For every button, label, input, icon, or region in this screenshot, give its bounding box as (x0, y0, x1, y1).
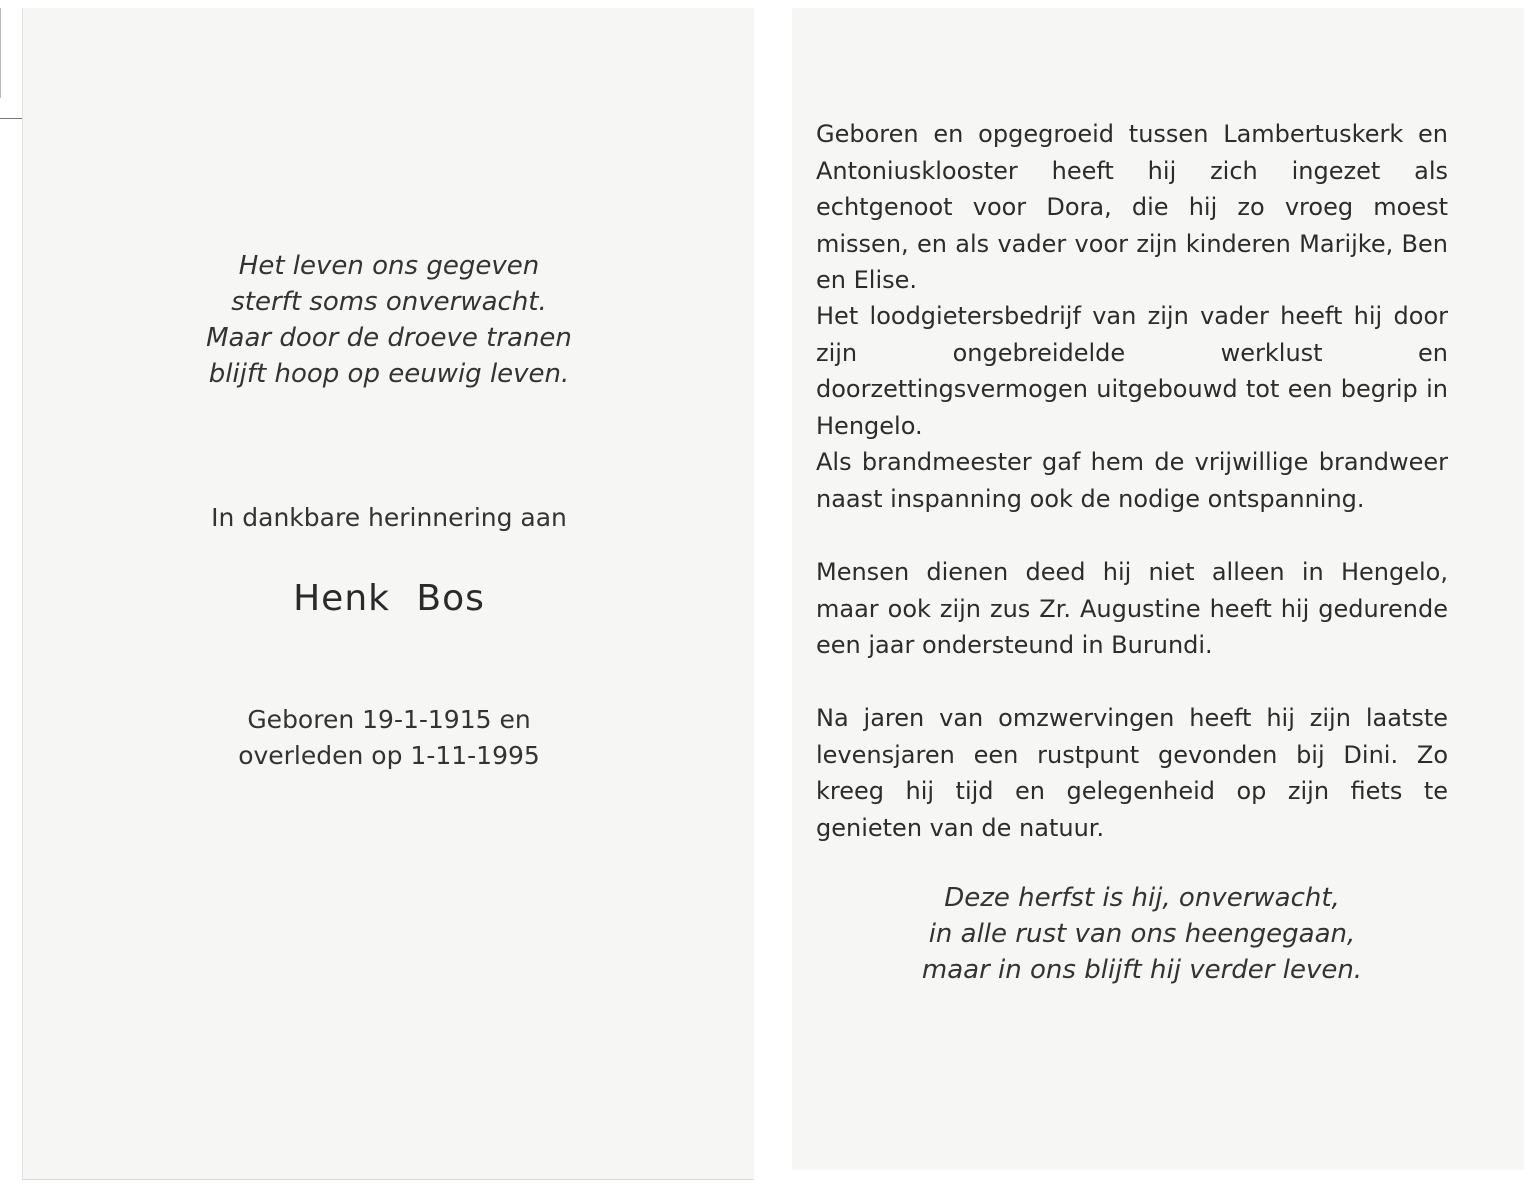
crop-mark (0, 8, 1, 98)
memorial-card-back (792, 8, 1524, 1170)
birth-date-line: Geboren 19-1-1915 en (247, 705, 531, 734)
biography-paragraph: Als brandmeester gaf hem de vrijwillige brandweer naast inspanning ook de nodige ontspanning. (816, 448, 1448, 513)
life-dates (23, 702, 755, 774)
biography-paragraph: Mensen dienen deed hij niet alleen in Hengelo, maar ook zijn zus Zr. Augustine heeft hij gedurende een jaar ondersteund in Burundi. (816, 558, 1448, 659)
poem-line: Het leven ons gegeven (238, 251, 540, 281)
poem-line: in alle rust van ons heengegaan, (928, 919, 1356, 949)
deceased-name: Henk Bos (293, 578, 485, 619)
biography-paragraph: Het loodgietersbedrijf van zijn vader heeft hij door zijn ongebreidelde werklust en doorzettingsvermogen uitgebouwd tot een begrip in Hengelo. (816, 302, 1448, 440)
poem-line: blijft hoop op eeuwig leven. (208, 359, 570, 389)
poem-line: Maar door de droeve tranen (206, 323, 572, 353)
poem-line: Deze herfst is hij, onverwacht, (944, 883, 1340, 913)
poem-line: sterft soms onverwacht. (231, 287, 547, 317)
opening-poem (23, 248, 755, 392)
memorial-card-front (22, 8, 754, 1180)
dedication-text: In dankbare herinnering aan (211, 503, 567, 532)
biography-paragraph: Na jaren van omzwervingen heeft hij zijn laatste levensjaren een rustpunt gevonden bij Dini. Zo kreeg hij tijd en gelegenheid op zijn fiets te genieten van de natuur. (816, 704, 1448, 842)
poem-line: maar in ons blijft hij verder leven. (921, 955, 1363, 985)
death-date-line: overleden op 1-11-1995 (238, 741, 540, 770)
closing-poem (792, 880, 1492, 988)
crop-mark (0, 118, 22, 119)
biography-paragraph: Geboren en opgegroeid tussen Lambertuskerk en Antoniusklooster heeft hij zich ingezet als echtgenoot voor Dora, die hij zo vroeg moest missen, en als vader voor zijn kinderen Marijke, Ben en Elise. (816, 120, 1448, 294)
